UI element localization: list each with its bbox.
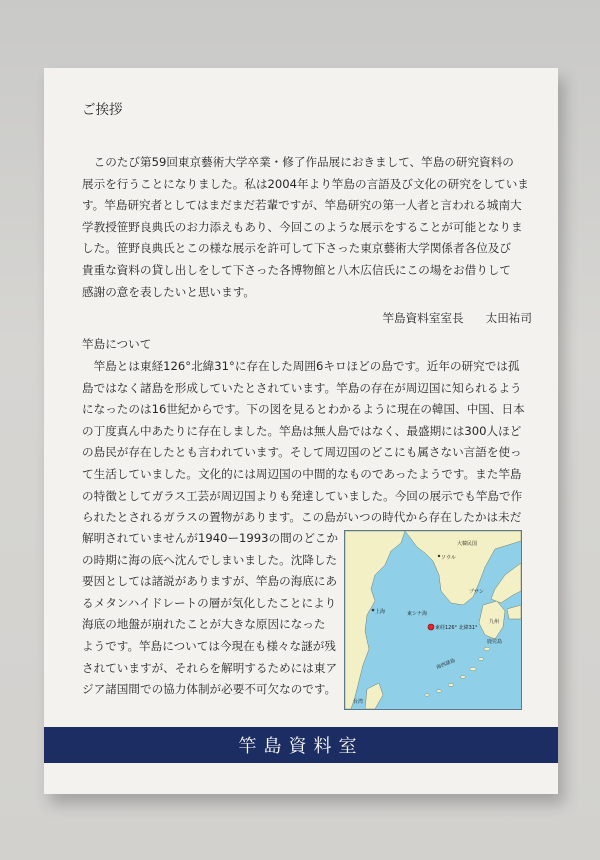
text-line: になったのは16世紀からです。下の図を見るとわかるように現在の韓国、中国、日本 <box>82 402 525 417</box>
taiwan-landmass <box>365 683 383 709</box>
text-line: の島民が存在したとも言われています。そして周辺国のどこにも属さない言語を使っ <box>82 445 522 460</box>
text-line: て生活していました。文化的には周辺国の中間的なものであったようです。また竿島 <box>82 466 522 481</box>
text-line: の丁度真ん中あたりに存在しました。竿島は無人島ではなく、最盛期には300人ほど <box>82 423 522 438</box>
text-line: した。笹野良典氏とこの様な展示を許可して下さった東京藝術大学関係者各位及び <box>82 241 511 256</box>
text-line: の特徴としてガラス工芸が周辺国よりも発達していました。今回の展示でも竿島で作 <box>82 488 523 503</box>
text-line: の時期に海の底へ沈んでしまいました。沈降した <box>82 552 338 567</box>
text-line: 海底の地盤が崩れたことが大きな原因になった <box>82 617 326 632</box>
text-line: 展示を行うことになりました。私は2004年より竿島の言語及び文化の研究をしていま <box>82 176 529 191</box>
map-label-marker: 東経126° 北緯31° <box>435 625 478 631</box>
text-line: 島ではなく諸島を形成していたとされています。竿島の存在が周辺国に知られるよう <box>82 380 522 395</box>
about-paragraph-wrap <box>82 528 338 701</box>
text-line: るメタンハイドレートの層が気化したことにより <box>82 595 337 610</box>
text-line: このたび第59回東京藝術大学卒業・修了作品展におきまして、竿島の研究資料の <box>82 155 514 169</box>
location-map <box>344 530 522 710</box>
map-label-taiwan: 台湾 <box>353 699 364 705</box>
about-heading: 竿島について <box>82 337 152 351</box>
text-line: 解明されていませんが1940ー1993の間のどこか <box>82 531 339 545</box>
text-line: ようです。竿島については今現在も様々な謎が残 <box>82 638 336 653</box>
text-line: 竿島とは東経126°北緯31°に存在した周囲6キロほどの島です。近年の研究では孤 <box>82 359 520 373</box>
signature-title: 竿島資料室室長 <box>382 311 464 325</box>
signature <box>382 310 532 326</box>
seoul-dot <box>438 555 440 557</box>
text-line: 要因としては諸説がありますが、竿島の海底にあ <box>82 574 338 589</box>
map-label-kyushu: 九州 <box>489 619 500 625</box>
text-line: ジア諸国間での協力体制が必要不可欠なのです。 <box>82 682 337 697</box>
map-graphic <box>345 531 521 709</box>
china-landmass <box>345 531 405 709</box>
map-label-nansei: 南西諸島 <box>435 657 457 671</box>
about-paragraph <box>82 356 525 529</box>
map-label-busan: プサン <box>469 589 484 595</box>
text-line: 感謝の意を表したいと思います。 <box>82 284 255 299</box>
map-label-korea: 大韓民国 <box>457 541 478 547</box>
saoshima-marker <box>428 624 434 630</box>
shanghai-dot <box>372 609 375 612</box>
shikoku-landmass <box>507 605 521 619</box>
map-label-seoul: ソウル <box>441 555 456 561</box>
footer-band <box>44 727 558 763</box>
text-line: されていますが、それらを解明するためには東ア <box>82 660 338 675</box>
signature-name: 太田祐司 <box>485 311 532 325</box>
exhibit-panel <box>44 68 558 794</box>
text-line: 学教授笹野良典氏のお力添えもあり、今回このような展示をすることが可能となりま <box>82 219 523 234</box>
nansei-islands <box>425 647 490 696</box>
footer-title: 竿島資料室 <box>238 736 364 757</box>
text-line: す。竿島研究者としてはまだまだ若輩ですが、竿島研究の第一人者と言われる城南大 <box>82 198 522 213</box>
map-label-kagoshima: 鹿児島 <box>487 639 503 645</box>
greeting-paragraph <box>82 152 529 303</box>
map-label-sea: 東シナ海 <box>407 611 428 617</box>
map-label-shanghai: 上海 <box>375 609 386 615</box>
text-line: 貴重な資料の貸し出しをして下さった各博物館と八木広信氏にこの場をお借りして <box>82 262 511 277</box>
honshu-landmass <box>491 563 521 603</box>
text-line: られたとされるガラスの置物があります。この島がいつの時代から存在したかは未だ <box>82 510 522 525</box>
greeting-heading: ご挨拶 <box>82 102 123 118</box>
